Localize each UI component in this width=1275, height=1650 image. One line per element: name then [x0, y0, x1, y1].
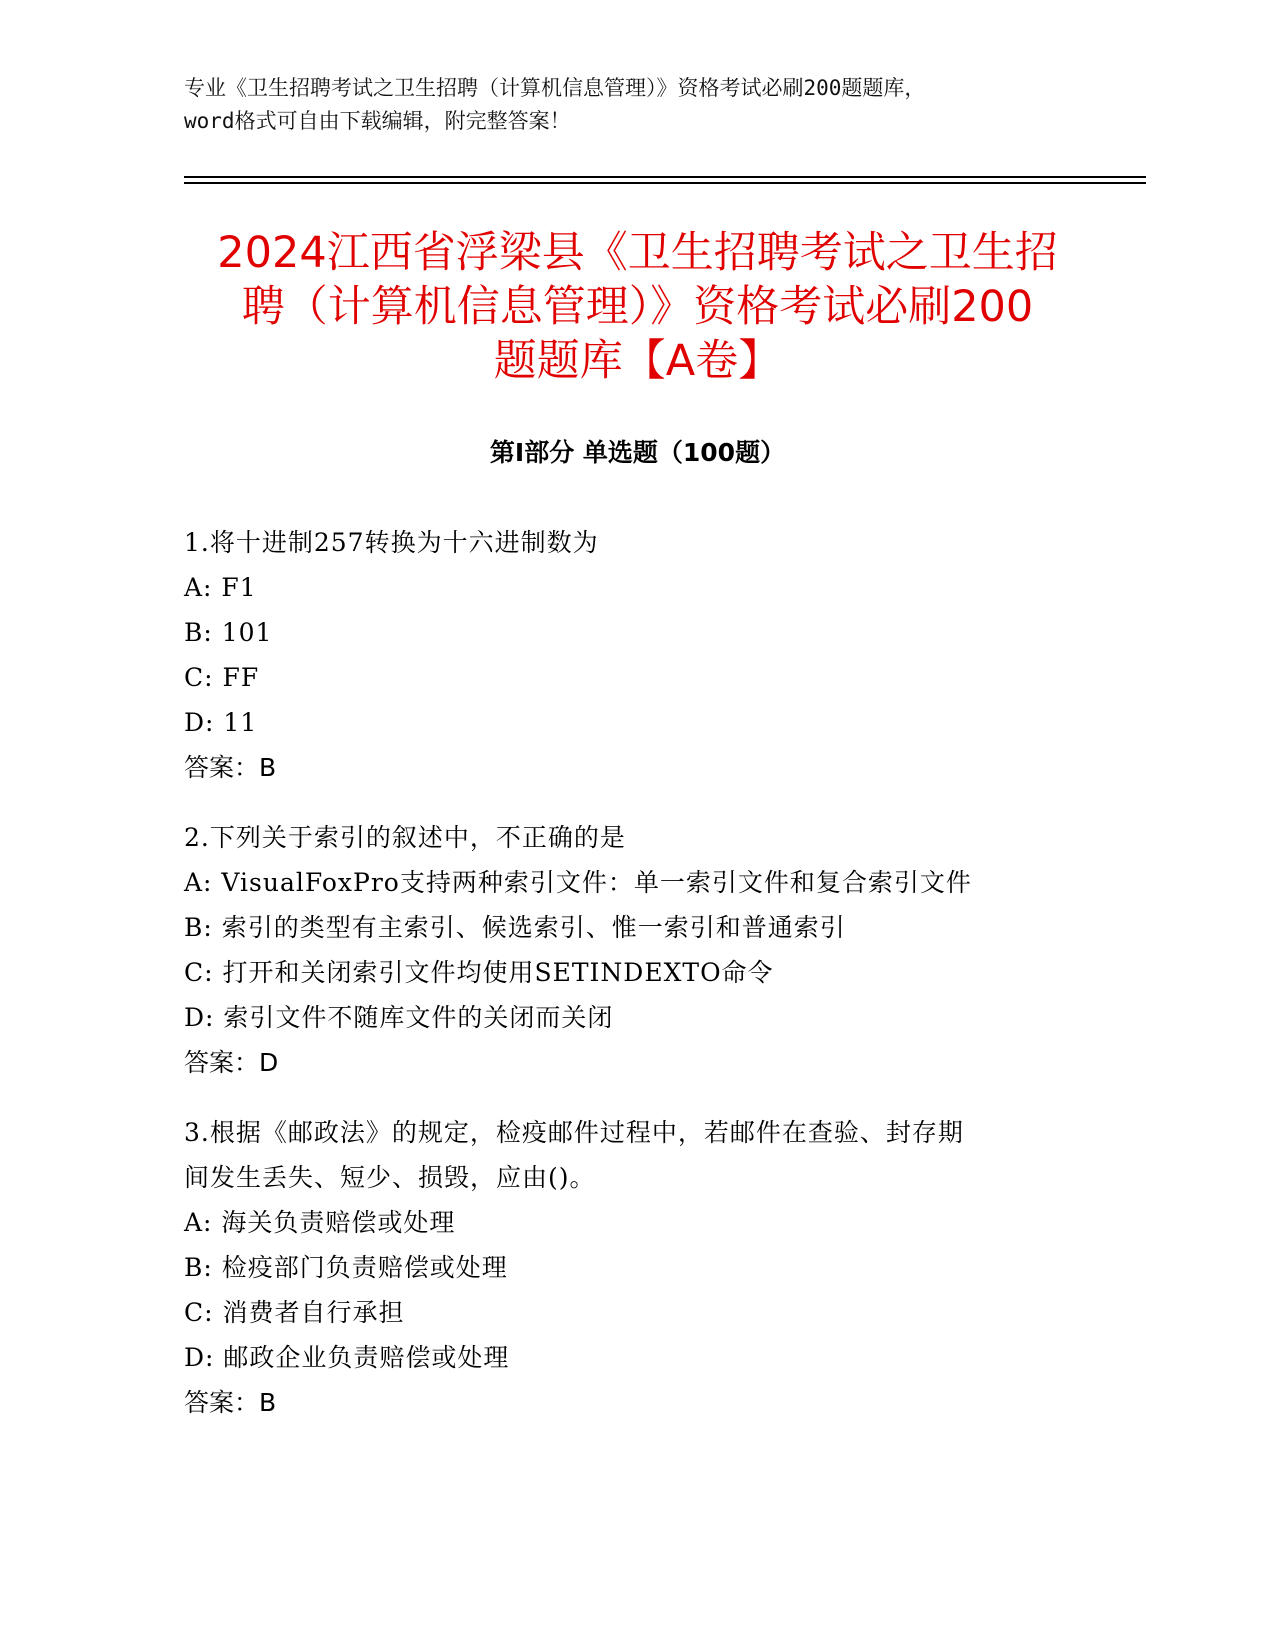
option-c: C: 打开和关闭索引文件均使用SETINDEXTO命令: [184, 958, 774, 987]
question-stem: [184, 1118, 1084, 1193]
question-2: [184, 823, 1084, 1078]
question-stem-line: 3.根据《邮政法》的规定，检疫邮件过程中，若邮件在查验、封存期: [184, 1118, 964, 1147]
option-b: B: 检疫部门负责赔偿或处理: [184, 1253, 508, 1282]
document-title: [140, 226, 1135, 388]
title-line-1: 2024江西省浮梁县《卫生招聘考试之卫生招: [217, 228, 1058, 278]
option-d: D: 邮政企业负责赔偿或处理: [184, 1343, 510, 1372]
question-stem-line: 1.将十进制257转换为十六进制数为: [184, 528, 599, 557]
option-a: A: 海关负责赔偿或处理: [184, 1208, 456, 1237]
section-title: 第Ⅰ部分 单选题（100题）: [489, 438, 786, 467]
answer: 答案：D: [184, 1048, 279, 1077]
question-stem: [184, 528, 1084, 558]
header-note: [184, 72, 1084, 138]
option-a: A: F1: [184, 573, 257, 602]
option-d: D: 11: [184, 708, 258, 737]
option-a: A: VisualFoxPro支持两种索引文件：单一索引文件和复合索引文件: [184, 868, 972, 897]
question-stem: [184, 823, 1084, 853]
option-c: C: 消费者自行承担: [184, 1298, 405, 1327]
option-d: D: 索引文件不随库文件的关闭而关闭: [184, 1003, 614, 1032]
question-list: [184, 528, 1084, 1458]
header-divider-top: [184, 176, 1146, 178]
answer: 答案：B: [184, 1388, 277, 1417]
title-line-2: 聘（计算机信息管理）》资格考试必刷200: [241, 282, 1034, 332]
question-stem-line: 2.下列关于索引的叙述中，不正确的是: [184, 823, 626, 852]
header-divider-bottom: [184, 182, 1146, 184]
title-line-3: 题题库【A卷】: [493, 336, 782, 386]
option-c: C: FF: [184, 663, 260, 692]
option-b: B: 索引的类型有主索引、候选索引、惟一索引和普通索引: [184, 913, 846, 942]
question-1: [184, 528, 1084, 783]
header-note-line-2: word格式可自由下载编辑，附完整答案！: [184, 109, 571, 133]
question-stem-line: 间发生丢失、短少、损毁，应由()。: [184, 1163, 596, 1192]
question-3: [184, 1118, 1084, 1418]
answer: 答案：B: [184, 753, 277, 782]
option-b: B: 101: [184, 618, 273, 647]
header-note-line-1: 专业《卫生招聘考试之卫生招聘（计算机信息管理）》资格考试必刷200题题库，: [184, 76, 926, 100]
